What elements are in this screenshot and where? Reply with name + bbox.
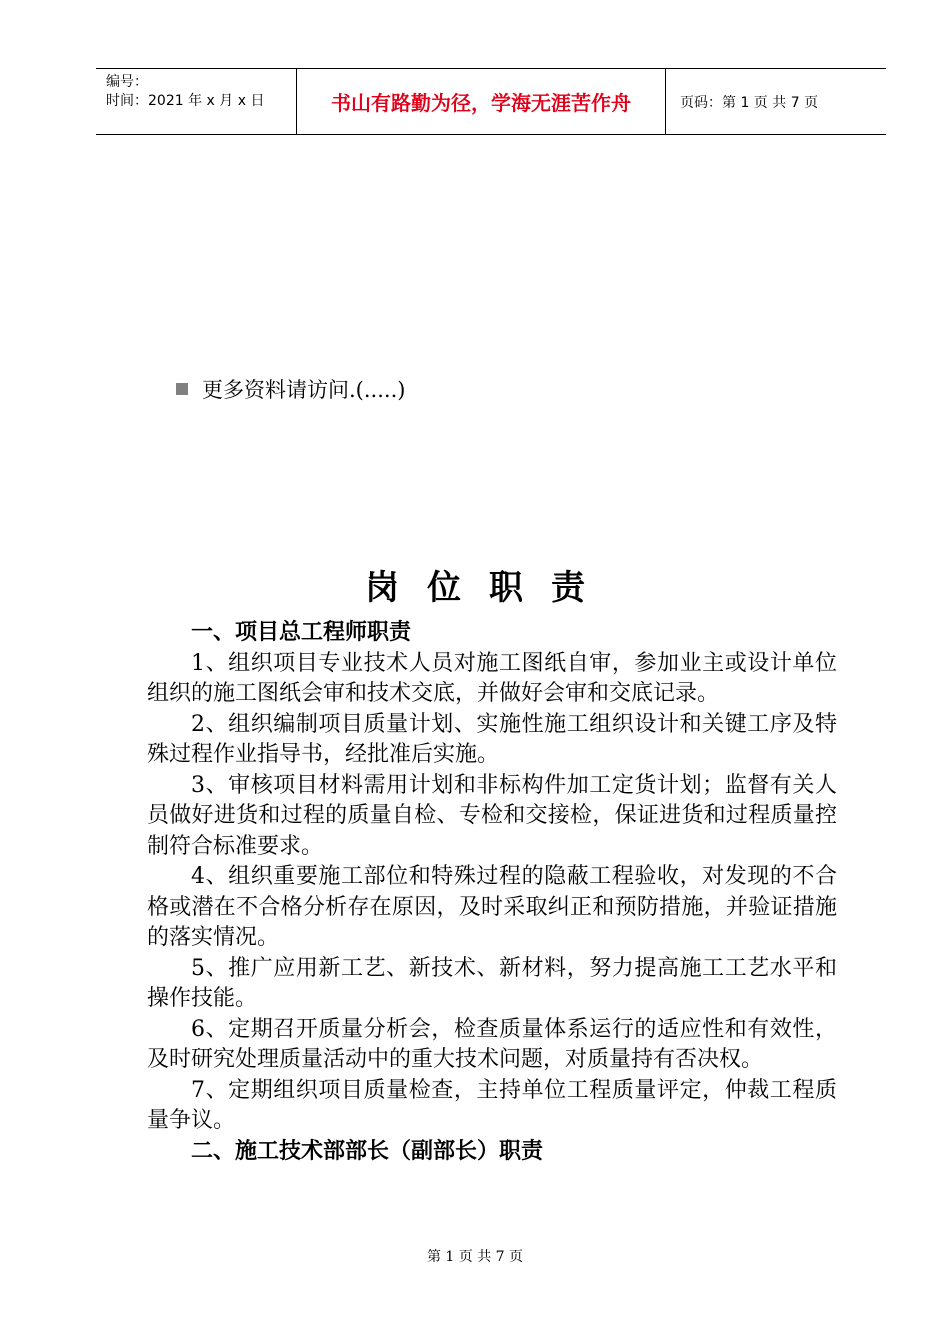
paragraph: 3、审核项目材料需用计划和非标构件加工定货计划；监督有关人员做好进货和过程的质量自检、专检和交接检，保证进货和过程质量控制符合标准要求。 (147, 772, 837, 859)
number-label: 编号： (106, 74, 148, 90)
header-page-info: 页码：第 1 页 共 7 页 (680, 94, 819, 111)
document-header (96, 68, 886, 135)
square-bullet-icon (176, 383, 188, 395)
paragraph: 7、定期组织项目质量检查，主持单位工程质量评定，仲裁工程质量争议。 (147, 1077, 837, 1133)
paragraph: 1、组织项目专业技术人员对施工图纸自审，参加业主或设计单位组织的施工图纸会审和技术交底，并做好会审和交底记录。 (147, 650, 837, 706)
page-footer: 第 1 页 共 7 页 (426, 1249, 524, 1265)
document-title: 岗位职责 (365, 568, 613, 608)
section-heading: 一、项目总工程师职责 (191, 620, 412, 645)
header-meta (96, 69, 296, 134)
notice-line (176, 374, 405, 404)
paragraph: 6、定期召开质量分析会，检查质量体系运行的适应性和有效性，及时研究处理质量活动中的重大技术问题，对质量持有否决权。 (147, 1016, 837, 1072)
paragraph: 2、组织编制项目质量计划、实施性施工组织设计和关键工序及特殊过程作业指导书，经批准后实施。 (147, 711, 837, 767)
header-motto: 书山有路勤为径，学海无涯苦作舟 (296, 69, 666, 134)
paragraph: 5、推广应用新工艺、新技术、新材料，努力提高施工工艺水平和操作技能。 (147, 955, 837, 1011)
document-body (147, 618, 837, 1167)
section-heading: 二、施工技术部部长（副部长）职责 (191, 1138, 544, 1164)
paragraph: 4、组织重要施工部位和特殊过程的隐蔽工程验收，对发现的不合格或潜在不合格分析存在原因，及时采取纠正和预防措施，并验证措施的落实情况。 (147, 864, 837, 950)
notice-text: 更多资料请访问.(.....) (202, 378, 406, 402)
time-label: 时间：2021 年 x 月 x 日 (106, 93, 265, 109)
